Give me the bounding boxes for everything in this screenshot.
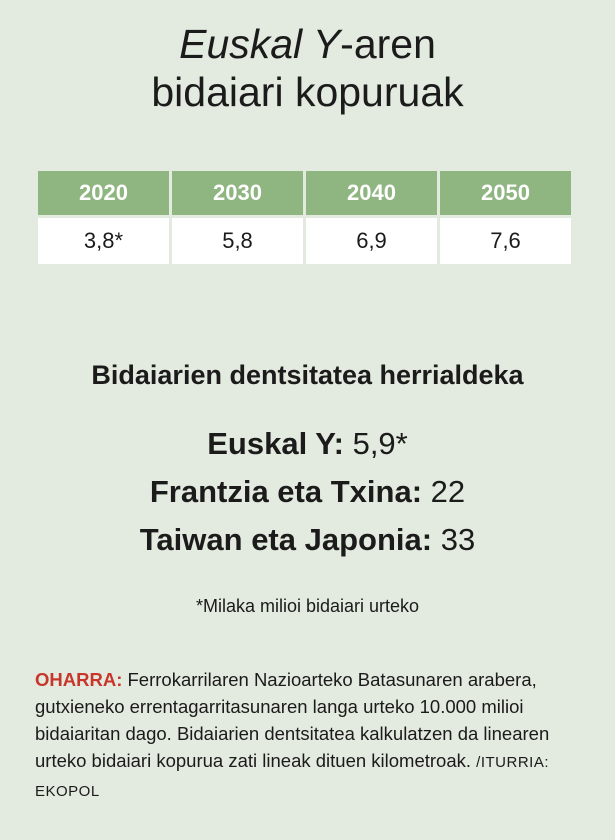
chart-title: [0, 20, 615, 116]
year-header-cell: 2040: [306, 171, 437, 215]
density-row-frantzia-txina: [0, 468, 615, 516]
footnote: *Milaka milioi bidaiari urteko: [195, 596, 420, 616]
year-header-cell: 2030: [172, 171, 303, 215]
note-label: OHARRA:: [35, 669, 123, 690]
density-heading: Bidaiarien dentsitatea herrialdeka: [91, 360, 524, 390]
passenger-value-cell: 5,8: [172, 218, 303, 264]
density-value: 33: [440, 522, 476, 557]
passenger-table: [35, 168, 574, 267]
note-text: Ferrokarrilaren Nazioarteko Batasunaren arabera, gutxieneko errentagarritasunaren langa urteko 10.000 milioi bidaiaritan dago. Bidaiarien dentsitatea kalkulatzen da linearen urteko bidaiari kopurua zati lineak dituen kilometroak.: [35, 669, 550, 771]
density-list: [0, 420, 615, 564]
title-rest-part: -aren: [340, 21, 436, 67]
title-line-2: bidaiari kopuruak: [151, 69, 464, 115]
density-label: Taiwan eta Japonia:: [139, 522, 433, 557]
table-value-row: [38, 218, 571, 264]
note-source: /ITURRIA: EKOPOL: [35, 754, 549, 800]
passenger-value-cell: 6,9: [306, 218, 437, 264]
note-paragraph: [35, 666, 580, 805]
density-value: 5,9*: [352, 426, 408, 461]
passenger-value-cell: 3,8*: [38, 218, 169, 264]
title-line-1: [0, 20, 615, 68]
year-header-cell: 2020: [38, 171, 169, 215]
density-label: Frantzia eta Txina:: [149, 474, 423, 509]
density-row-taiwan-japonia: [0, 516, 615, 564]
title-italic-part: Euskal Y: [179, 21, 341, 67]
density-value: 22: [430, 474, 466, 509]
table-header-row: [38, 171, 571, 215]
year-header-cell: 2050: [440, 171, 571, 215]
density-row-euskal-y: [0, 420, 615, 468]
density-label: Euskal Y:: [207, 426, 344, 461]
passenger-value-cell: 7,6: [440, 218, 571, 264]
